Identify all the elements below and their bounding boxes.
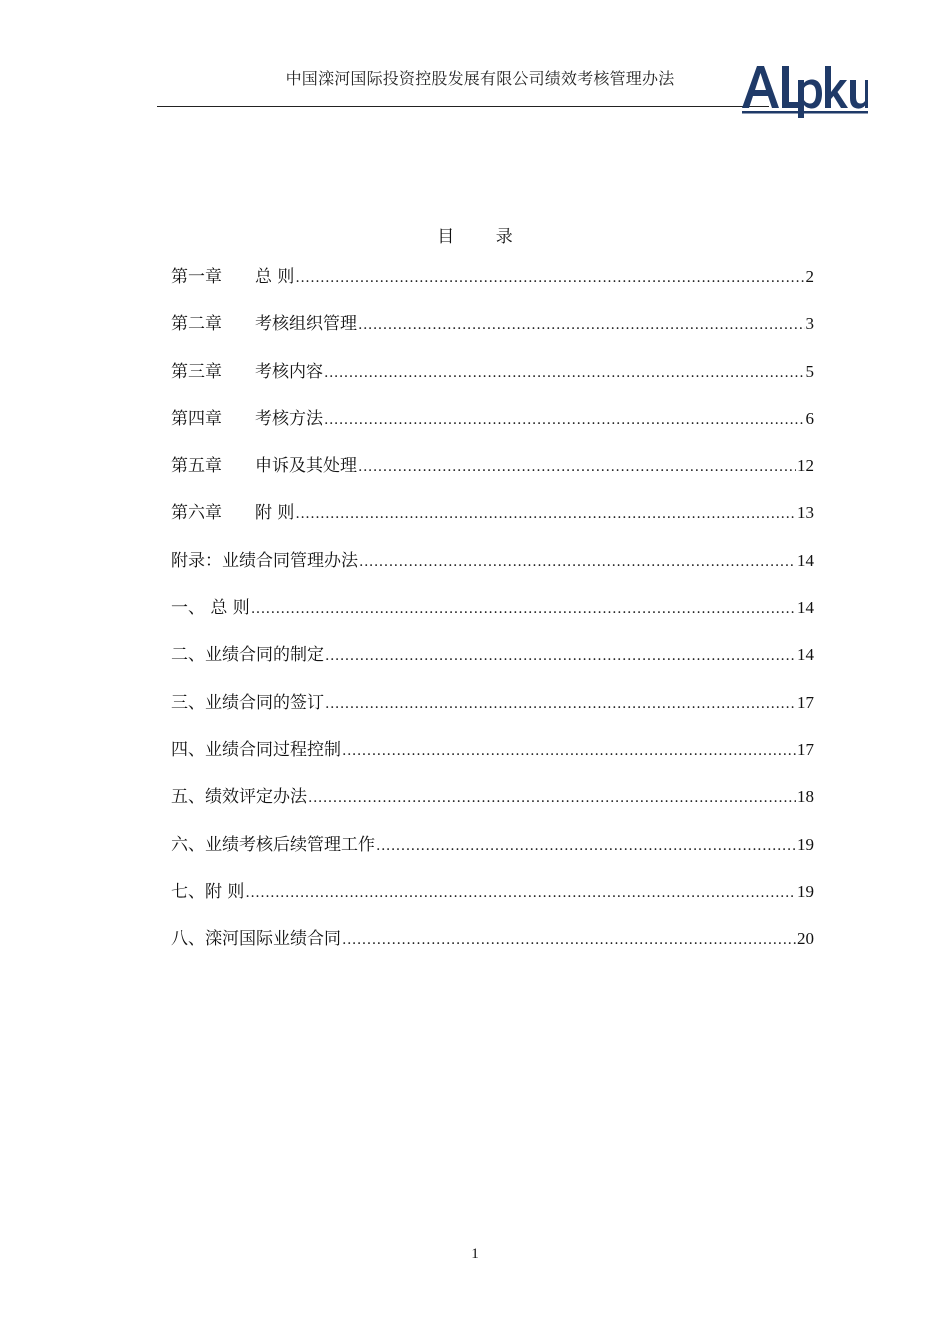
toc-entry[interactable] (171, 640, 814, 687)
toc-entry[interactable] (171, 451, 814, 498)
toc-heading: 目 录 (437, 227, 531, 247)
toc-entry-number: 第三章 (171, 361, 222, 382)
toc-entry-title: 考核组织管理 (255, 314, 357, 335)
toc-entry-page: 18 (797, 787, 814, 807)
toc-entry[interactable] (171, 357, 814, 404)
toc-entry-page: 14 (797, 598, 814, 618)
toc-entry[interactable] (171, 830, 814, 877)
toc-dot-leader (325, 696, 796, 712)
document-header-title: 中国滦河国际投资控股发展有限公司绩效考核管理办法 (285, 69, 675, 88)
toc-entry-page: 6 (805, 408, 814, 428)
toc-dot-leader (295, 506, 796, 522)
toc-entry-number: 第二章 (171, 314, 222, 335)
toc-entry[interactable] (171, 309, 814, 356)
toc-entry-title: 四、业绩合同过程控制 (171, 739, 341, 760)
toc-dot-leader (245, 885, 796, 901)
toc-entry[interactable] (171, 262, 814, 309)
page-number: 1 (471, 1246, 479, 1262)
toc-entry-number: 第一章 (171, 267, 222, 287)
logo-letter-u (850, 80, 868, 109)
toc-entry-title: 一、 总 则 (171, 598, 250, 619)
toc-entry-title: 总 则 (255, 267, 295, 287)
table-of-contents (171, 262, 814, 971)
toc-entry-title: 八、滦河国际业绩合同 (171, 929, 341, 950)
toc-entry[interactable] (171, 404, 814, 451)
toc-entry-page: 3 (805, 314, 814, 334)
toc-entry[interactable] (171, 924, 814, 971)
toc-entry-title: 附 则 (255, 503, 295, 524)
toc-dot-leader (342, 743, 796, 759)
toc-entry-title: 三、业绩合同的签订 (171, 692, 324, 713)
toc-entry[interactable] (171, 877, 814, 924)
toc-dot-leader (324, 365, 805, 381)
toc-entry[interactable] (171, 498, 814, 545)
toc-entry-page: 5 (805, 361, 814, 381)
toc-entry-number: 第四章 (171, 408, 222, 429)
toc-entry-page: 20 (797, 929, 814, 949)
toc-dot-leader (358, 317, 805, 333)
toc-entry-title: 附录：业绩合同管理办法 (171, 550, 358, 571)
toc-entry-page: 14 (797, 645, 814, 665)
toc-entry-title: 考核方法 (255, 408, 323, 429)
toc-entry[interactable] (171, 688, 814, 735)
toc-entry[interactable] (171, 735, 814, 782)
toc-dot-leader (325, 648, 796, 664)
toc-entry-number: 第六章 (171, 503, 222, 524)
toc-entry[interactable] (171, 546, 814, 593)
header-divider (157, 106, 769, 107)
toc-entry-number: 第五章 (171, 456, 222, 477)
toc-entry-page: 19 (797, 834, 814, 854)
toc-entry-page: 12 (797, 456, 814, 476)
toc-dot-leader (308, 790, 796, 806)
toc-entry-title: 七、附 则 (171, 881, 245, 902)
logo-letter-a (742, 66, 779, 108)
toc-entry[interactable] (171, 782, 814, 829)
toc-dot-leader (295, 270, 804, 286)
logo-letter-k (825, 66, 848, 108)
company-logo (740, 60, 868, 120)
toc-entry-page: 17 (797, 692, 814, 712)
toc-entry-title: 申诉及其处理 (255, 456, 357, 477)
toc-dot-leader (358, 459, 796, 475)
toc-entry[interactable] (171, 593, 814, 640)
toc-dot-leader (359, 554, 796, 570)
toc-entry-title: 二、业绩合同的制定 (171, 645, 324, 666)
toc-dot-leader (324, 412, 805, 428)
toc-dot-leader (342, 932, 796, 948)
toc-entry-title: 考核内容 (255, 361, 323, 382)
toc-entry-page: 19 (797, 881, 814, 901)
toc-entry-title: 六、业绩考核后续管理工作 (171, 834, 375, 855)
toc-entry-page: 17 (797, 739, 814, 759)
toc-entry-page: 13 (797, 503, 814, 523)
toc-dot-leader (251, 601, 796, 617)
toc-entry-title: 五、绩效评定办法 (171, 787, 307, 808)
toc-dot-leader (376, 838, 796, 854)
logo-underline (742, 111, 868, 114)
toc-entry-page: 2 (805, 267, 814, 286)
toc-entry-page: 14 (797, 550, 814, 570)
